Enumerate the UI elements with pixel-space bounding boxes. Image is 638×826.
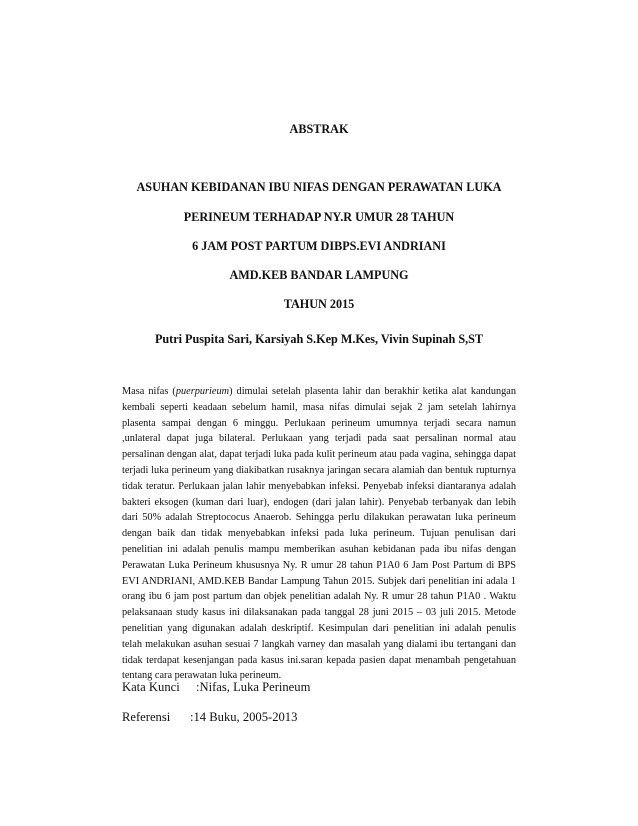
abstract-intro: Masa nifas (: [122, 386, 176, 397]
keywords-value: :Nifas, Luka Perineum: [196, 680, 311, 694]
references-value: :14 Buku, 2005-2013: [190, 710, 298, 724]
abstract-body: [122, 384, 516, 684]
abstract-text: ) dimulai setelah plasenta lahir dan berakhir ketika alat kandungan kembali seperti keadaan sebelum hamil, masa nifas dimulai sejak 2 jam setelah lahirnya plasenta sampai dengan 6 minggu. Perlukaan perineum umumnya terjadi secara namun ,unlateral dapat juga bilateral. Perlukaan yang terjadi pada saat persalinan normal atau persalinan dengan alat, dapat terjadi luka pada kulit perineum atau pada vagina, sehingga dapat terjadi luka perineum yang diakibatkan rusaknya jaringan secara alamiah dan bentuk rupturnya tidak teratur. Perlukaan jalan lahir menyebabkan infeksi. Penyebab infeksi diantaranya adalah bakteri eksogen (kuman dari luar), endogen (dari jalan lahir). Penyebab terbanyak dan lebih dari 50% adalah Streptococus Anaerob. Sehingga perlu dilakukan perawatan luka perineum dengan baik dan tidak menyebabkan infeksi pada luka perineum. Tujuan penulisan dari penelitian ini adalah penulis mampu memberikan asuhan kebidanan pada ibu nifas dengan Perawatan Luka Perineum khususnya Ny. R umur 28 tahun P1A0 6 Jam Post Partum di BPS EVI ANDRIANI, AMD.KEB Bandar Lampung Tahun 2015. Subjek dari penelitian ini adala 1 orang ibu 6 jam post partum dan objek penelitian adalah Ny. R umur 28 tahun P1A0 . Waktu pelaksanaan study kasus ini dilaksanakan pada tanggal 28 juni 2015 – 03 juli 2015. Metode penelitian yang digunakan adalah deskriptif. Kesimpulan dari penelitian ini adalah penulis telah melakukan asuhan sesuai 7 langkah varney dan masalah yang dialami ibu tertangani dan tidak terdapat kesenjangan pada kasus ini.saran kepada pasien dapat menambah pengetahuan tentang cara perawatan luka perineum.: [122, 386, 516, 682]
authors-line: Putri Puspita Sari, Karsiyah S.Kep M.Kes, Vivin Supinah S,ST: [154, 332, 484, 346]
references-line: [122, 710, 297, 725]
abstract-intro-italic: puerpurieum: [175, 386, 230, 397]
title-line-2: PERINEUM TERHADAP NY.R UMUR 28 TAHUN: [183, 210, 455, 224]
abstract-heading: ABSTRAK: [289, 122, 349, 136]
references-label: Referensi: [122, 710, 171, 724]
keywords-line: [122, 680, 310, 695]
title-line-3: 6 JAM POST PARTUM DIBPS.EVI ANDRIANI: [192, 239, 446, 253]
title-line-4: AMD.KEB BANDAR LAMPUNG: [229, 268, 409, 282]
title-line-1: ASUHAN KEBIDANAN IBU NIFAS DENGAN PERAWATAN LUKA: [136, 180, 502, 194]
keywords-label: Kata Kunci: [122, 680, 180, 694]
title-line-5: TAHUN 2015: [283, 297, 355, 311]
